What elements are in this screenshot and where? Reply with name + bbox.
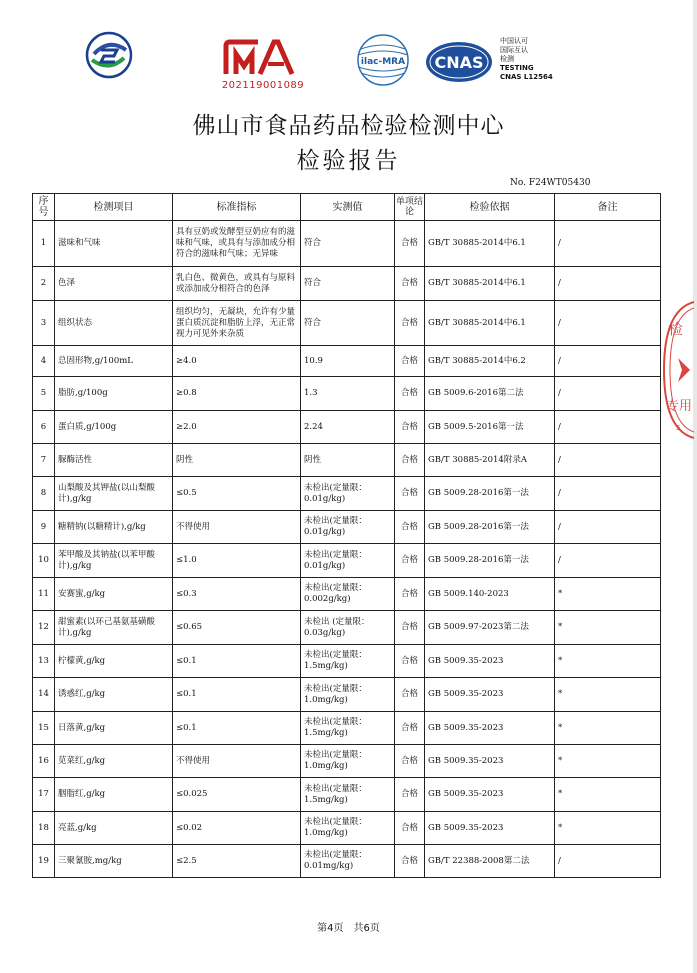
header-basis: 检验依据 (425, 194, 555, 221)
cell-measured: 未检出(定量限：0.01g/kg) (301, 477, 395, 511)
cell-item: 安赛蜜,g/kg (55, 578, 173, 611)
table-row (33, 377, 661, 411)
cnas-line: 中国认可 (500, 37, 528, 45)
cell-item: 苯甲酸及其钠盐(以苯甲酸计),g/kg (55, 544, 173, 578)
cell-conclusion: 合格 (395, 267, 425, 301)
cnas-line: 国际互认 (500, 46, 528, 54)
cell-no: 1 (33, 221, 55, 267)
table-row (33, 477, 661, 511)
cell-basis: GB 5009.35-2023 (425, 745, 555, 778)
cell-basis: GB/T 30885-2014中6.2 (425, 346, 555, 377)
cell-standard: ≤0.5 (173, 477, 301, 511)
cell-conclusion: 合格 (395, 377, 425, 411)
cell-basis: GB 5009.35-2023 (425, 645, 555, 678)
cell-remark: / (555, 477, 661, 511)
cell-measured: 未检出(定量限：0.01g/kg) (301, 511, 395, 544)
table-row (33, 778, 661, 812)
header-item: 检测项目 (55, 194, 173, 221)
cell-standard: ≤0.1 (173, 678, 301, 712)
table-row (33, 678, 661, 712)
svg-text:检: 检 (668, 320, 684, 338)
cell-item: 组织状态 (55, 301, 173, 346)
cell-standard: 组织均匀，无凝块，允许有少量蛋白质沉淀和脂肪上浮，无正常视力可见外来杂质 (173, 301, 301, 346)
cell-conclusion: 合格 (395, 611, 425, 645)
cell-item: 日落黄,g/kg (55, 712, 173, 745)
cell-no: 17 (33, 778, 55, 812)
cell-remark: * (555, 778, 661, 812)
cell-remark: * (555, 745, 661, 778)
cell-conclusion: 合格 (395, 511, 425, 544)
table-row (33, 301, 661, 346)
cell-measured: 未检出 (定量限：0.03g/kg) (301, 611, 395, 645)
cell-no: 15 (33, 712, 55, 745)
cell-item: 色泽 (55, 267, 173, 301)
table-row (33, 511, 661, 544)
sf-logo-icon (84, 30, 134, 80)
results-table (32, 193, 661, 878)
cell-remark: / (555, 444, 661, 477)
header-conclusion: 单项结论 (395, 194, 425, 221)
cell-item: 蛋白质,g/100g (55, 411, 173, 444)
cell-no: 7 (33, 444, 55, 477)
svg-text:ilac-MRA: ilac-MRA (360, 57, 406, 67)
cell-standard: ≥2.0 (173, 411, 301, 444)
cell-item: 三聚氰胺,mg/kg (55, 845, 173, 878)
cell-no: 6 (33, 411, 55, 444)
cell-conclusion: 合格 (395, 221, 425, 267)
cell-item: 诱惑红,g/kg (55, 678, 173, 712)
cell-standard: 不得使用 (173, 511, 301, 544)
cell-remark: / (555, 377, 661, 411)
table-row (33, 221, 661, 267)
cell-no: 14 (33, 678, 55, 712)
header-measured: 实测值 (301, 194, 395, 221)
cell-no: 10 (33, 544, 55, 578)
cell-remark: / (555, 544, 661, 578)
cell-standard: ≤0.65 (173, 611, 301, 645)
cell-basis: GB 5009.28-2016第一法 (425, 477, 555, 511)
cell-conclusion: 合格 (395, 712, 425, 745)
cell-measured: 未检出(定量限：0.002g/kg) (301, 578, 395, 611)
cell-measured: 10.9 (301, 346, 395, 377)
cell-conclusion: 合格 (395, 444, 425, 477)
cell-measured: 符合 (301, 267, 395, 301)
cell-measured: 符合 (301, 221, 395, 267)
table-row (33, 544, 661, 578)
header-remark: 备注 (555, 194, 661, 221)
cell-measured: 未检出(定量限：1.0mg/kg) (301, 812, 395, 845)
cell-standard: ≤0.02 (173, 812, 301, 845)
cnas-accreditation-text (500, 37, 553, 82)
cell-measured: 未检出(定量限：1.5mg/kg) (301, 778, 395, 812)
cell-remark: / (555, 411, 661, 444)
cell-standard: ≤0.3 (173, 578, 301, 611)
cell-conclusion: 合格 (395, 745, 425, 778)
cell-no: 2 (33, 267, 55, 301)
cell-standard: 乳白色、微黄色，或具有与原料或添加成分相符合的色泽 (173, 267, 301, 301)
cell-remark: / (555, 301, 661, 346)
cell-no: 8 (33, 477, 55, 511)
cell-standard: 具有豆奶或发酵型豆奶应有的滋味和气味，或具有与添加成分相符合的滋味和气味；无异味 (173, 221, 301, 267)
cell-no: 5 (33, 377, 55, 411)
cell-basis: GB 5009.35-2023 (425, 812, 555, 845)
cell-conclusion: 合格 (395, 778, 425, 812)
cell-measured: 未检出(定量限：1.5mg/kg) (301, 645, 395, 678)
cell-conclusion: 合格 (395, 645, 425, 678)
cell-remark: * (555, 611, 661, 645)
cell-basis: GB 5009.35-2023 (425, 712, 555, 745)
cell-no: 19 (33, 845, 55, 878)
table-row (33, 611, 661, 645)
cell-conclusion: 合格 (395, 301, 425, 346)
cell-conclusion: 合格 (395, 678, 425, 712)
cell-conclusion: 合格 (395, 578, 425, 611)
cnas-line: TESTING (500, 64, 534, 72)
header-no: 序号 (33, 194, 55, 221)
cell-standard: 阴性 (173, 444, 301, 477)
cell-basis: GB 5009.35-2023 (425, 678, 555, 712)
cell-remark: * (555, 578, 661, 611)
cell-basis: GB 5009.28-2016第一法 (425, 511, 555, 544)
table-row (33, 645, 661, 678)
cell-basis: GB 5009.28-2016第一法 (425, 544, 555, 578)
table-row (33, 712, 661, 745)
cell-conclusion: 合格 (395, 477, 425, 511)
cell-measured: 未检出(定量限：0.01mg/kg) (301, 845, 395, 878)
cell-standard: ≤0.1 (173, 645, 301, 678)
cell-remark: / (555, 845, 661, 878)
cell-item: 山梨酸及其钾盐(以山梨酸计),g/kg (55, 477, 173, 511)
table-header-row (33, 194, 661, 221)
cma-number: 2021190010​89 (221, 80, 305, 91)
cell-remark: * (555, 712, 661, 745)
report-number: No. F24WT05430 (510, 178, 591, 188)
cell-measured: 1.3 (301, 377, 395, 411)
organization-title: 佛山市食品药品检验检测中心 (192, 113, 505, 139)
header-standard: 标准指标 (173, 194, 301, 221)
cell-standard: ≤1.0 (173, 544, 301, 578)
cell-basis: GB 5009.97-2023第二法 (425, 611, 555, 645)
cell-item: 柠檬黄,g/kg (55, 645, 173, 678)
cell-item: 脲酶活性 (55, 444, 173, 477)
cell-item: 胭脂红,g/kg (55, 778, 173, 812)
cell-conclusion: 合格 (395, 812, 425, 845)
cell-no: 18 (33, 812, 55, 845)
cell-no: 13 (33, 645, 55, 678)
page-footer: 第4页 共6页 (317, 923, 380, 934)
cell-measured: 2.24 (301, 411, 395, 444)
cell-item: 苋菜红,g/kg (55, 745, 173, 778)
seal-stamp-icon (662, 300, 694, 440)
cell-measured: 符合 (301, 301, 395, 346)
cell-basis: GB 5009.6-2016第二法 (425, 377, 555, 411)
cell-measured: 阴性 (301, 444, 395, 477)
table-row (33, 578, 661, 611)
cell-remark: * (555, 812, 661, 845)
cell-standard: ≤0.025 (173, 778, 301, 812)
cell-no: 4 (33, 346, 55, 377)
cell-conclusion: 合格 (395, 845, 425, 878)
table-row (33, 444, 661, 477)
cell-no: 3 (33, 301, 55, 346)
svg-text:5: 5 (676, 424, 681, 432)
cell-item: 滋味和气味 (55, 221, 173, 267)
cell-standard: ≤2.5 (173, 845, 301, 878)
cell-measured: 未检出(定量限：1.0mg/kg) (301, 745, 395, 778)
cell-standard: ≥0.8 (173, 377, 301, 411)
cell-conclusion: 合格 (395, 411, 425, 444)
cell-remark: * (555, 645, 661, 678)
svg-text:CNAS: CNAS (434, 53, 484, 72)
cell-item: 总固形物,g/100mL (55, 346, 173, 377)
table-row (33, 411, 661, 444)
cell-no: 11 (33, 578, 55, 611)
table-row (33, 346, 661, 377)
table-row (33, 267, 661, 301)
cnas-line: CNAS L12564 (500, 73, 553, 81)
svg-text:专用: 专用 (666, 399, 693, 414)
cma-logo-icon (222, 38, 302, 78)
cell-no: 9 (33, 511, 55, 544)
cell-basis: GB 5009.35-2023 (425, 778, 555, 812)
cnas-logo-icon (425, 40, 493, 84)
report-title: 检验报告 (296, 148, 401, 174)
cell-item: 甜蜜素(以环己基氨基磺酸计),g/kg (55, 611, 173, 645)
cell-standard: ≤0.1 (173, 712, 301, 745)
cell-basis: GB/T 30885-2014中6.1 (425, 301, 555, 346)
cell-conclusion: 合格 (395, 346, 425, 377)
cell-measured: 未检出(定量限：1.5mg/kg) (301, 712, 395, 745)
cell-no: 16 (33, 745, 55, 778)
cell-basis: GB/T 30885-2014中6.1 (425, 221, 555, 267)
cell-measured: 未检出(定量限：0.01g/kg) (301, 544, 395, 578)
cell-basis: GB 5009.5-2016第一法 (425, 411, 555, 444)
cell-measured: 未检出(定量限：1.0mg/kg) (301, 678, 395, 712)
cell-item: 糖精钠(以糖精计),g/kg (55, 511, 173, 544)
table-row (33, 812, 661, 845)
ilac-mra-logo-icon (353, 33, 413, 87)
cell-standard: ≥4.0 (173, 346, 301, 377)
cell-conclusion: 合格 (395, 544, 425, 578)
cell-item: 亮蓝,g/kg (55, 812, 173, 845)
table-row (33, 845, 661, 878)
cell-remark: / (555, 221, 661, 267)
table-row (33, 745, 661, 778)
cnas-line: 检测 (500, 55, 514, 63)
cell-remark: / (555, 511, 661, 544)
cell-item: 脂肪,g/100g (55, 377, 173, 411)
cell-basis: GB/T 30885-2014附录A (425, 444, 555, 477)
cell-basis: GB/T 30885-2014中6.1 (425, 267, 555, 301)
cell-basis: GB 5009.140-2023 (425, 578, 555, 611)
cell-remark: / (555, 267, 661, 301)
cell-remark: * (555, 678, 661, 712)
cell-no: 12 (33, 611, 55, 645)
cell-standard: 不得使用 (173, 745, 301, 778)
cell-basis: GB/T 22388-2008第二法 (425, 845, 555, 878)
cell-remark: / (555, 346, 661, 377)
